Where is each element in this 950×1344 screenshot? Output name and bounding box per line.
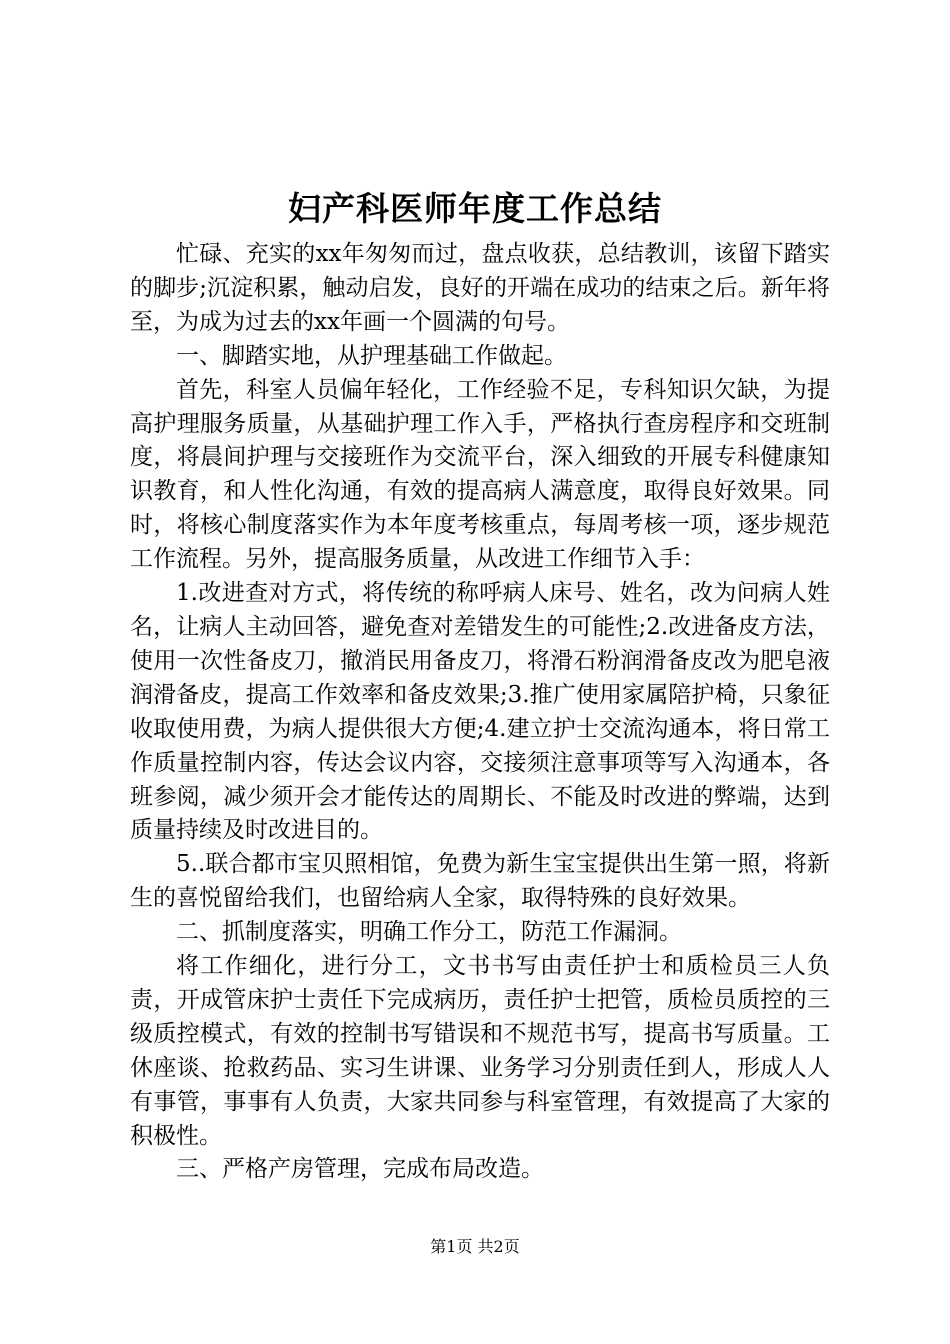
section-heading-3: 三、严格产房管理，完成布局改造。 [176,1156,544,1183]
paragraph-photo-studio: 5..联合都市宝贝照相馆，免费为新生宝宝提供出生第一照，将新生的喜悦留给我们，也留给病人全家，取得特殊的良好效果。 [130,851,830,912]
paragraph-intro: 忙碌、充实的xx年匆匆而过，盘点收获，总结教训，该留下踏实的脚步;沉淀积累，触动启发，良好的开端在成功的结束之后。新年将至，为成为过去的xx年画一个圆满的句号。 [130,241,830,335]
document-title: 妇产科医师年度工作总结 [288,189,662,228]
section-heading-1: 一、脚踏实地，从护理基础工作做起。 [176,342,567,369]
paragraph-improvements: 1.改进查对方式，将传统的称呼病人床号、姓名，改为问病人姓名，让病人主动回答，避免查对差错发生的可能性;2.改进备皮方法，使用一次性备皮刀，撤消民用备皮刀，将滑石粉润滑备皮改为肥皂液润滑备皮，提高工作效率和备皮效果;3.推广使用家属陪护椅，只象征收取使用费，为病人提供很大方便;4.建立护士交流沟通本，将日常工作质量控制内容，传达会议内容，交接须注意事项等写入沟通本，各班参阅，减少须开会才能传达的周期长、不能及时改进的弊端，达到质量持续及时改进目的。 [130,580,830,844]
document-body [130,238,830,1187]
page-footer: 第1页 共2页 [430,1237,520,1256]
paragraph-division-of-work: 将工作细化，进行分工，文书书写由责任护士和质检员三人负责，开成管床护士责任下完成病历，责任护士把管，质检员质控的三级质控模式，有效的控制书写错误和不规范书写，提高书写质量。工休座谈、抢救药品、实习生讲课、业务学习分别责任到人，形成人人有事管，事事有人负责，大家共同参与科室管理，有效提高了大家的积极性。 [130,953,830,1149]
paragraph-basics: 首先，科室人员偏年轻化，工作经验不足，专科知识欠缺，为提高护理服务质量，从基础护理工作入手，严格执行查房程序和交班制度，将晨间护理与交接班作为交流平台，深入细致的开展专科健康知识教育，和人性化沟通，有效的提高病人满意度，取得良好效果。同时，将核心制度落实作为本年度考核重点，每周考核一项，逐步规范工作流程。另外，提高服务质量，从改进工作细节入手： [130,376,830,573]
section-heading-2: 二、抓制度落实，明确工作分工，防范工作漏洞。 [176,919,682,946]
